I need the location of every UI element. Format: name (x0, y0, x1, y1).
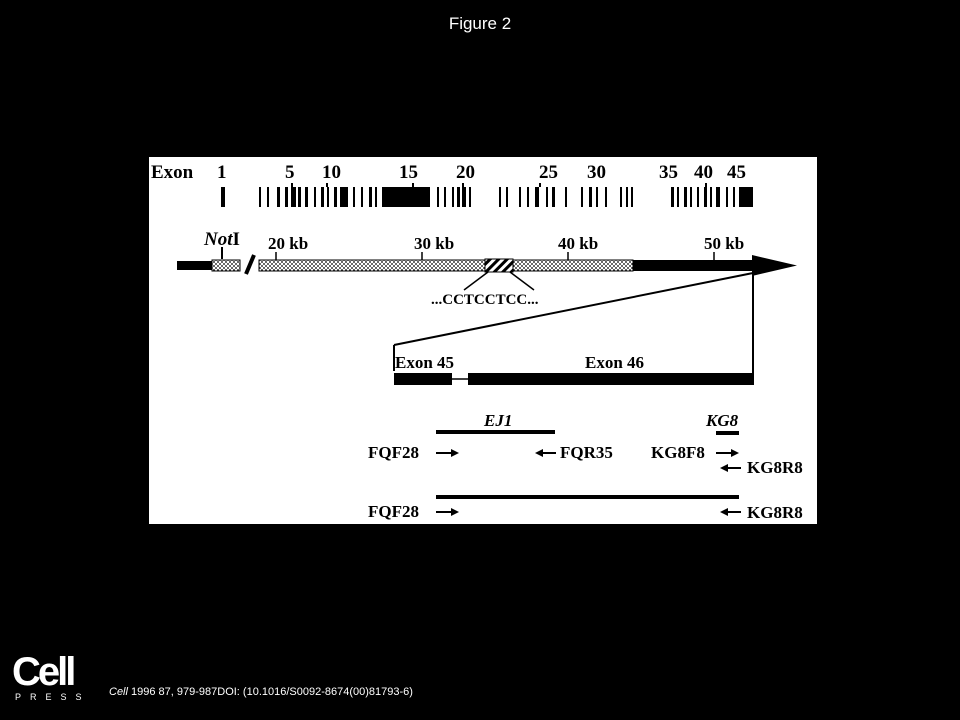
exon-number-45: 45 (727, 162, 746, 183)
exon-number-1: 1 (217, 162, 227, 183)
exon-number-40: 40 (694, 162, 713, 183)
exon-tick (221, 187, 225, 207)
exon-header-label: Exon (151, 162, 194, 183)
exon-tick (382, 187, 430, 207)
primer-fqf28-b: FQF28 (368, 502, 419, 521)
exon-tick (334, 187, 337, 207)
exon-tick (690, 187, 692, 207)
exon-tick (369, 187, 372, 207)
exon-tick (506, 187, 508, 207)
exon-tick (733, 187, 735, 207)
exon-number-25: 25 (539, 162, 558, 183)
logo-sub: PRESS (15, 692, 91, 702)
reverse-arrow-icon (720, 508, 741, 516)
sequence-callout-right (510, 272, 534, 290)
kb-label-40: 40 kb (558, 234, 599, 253)
primer-fqf28-a: FQF28 (368, 443, 419, 462)
bar-solid-region (633, 260, 753, 271)
exon-tick (469, 187, 471, 207)
exon-tick (697, 187, 699, 207)
exon-tick (552, 187, 555, 207)
exon-tick (499, 187, 501, 207)
exon-tick (519, 187, 521, 207)
bar-left-solid (177, 261, 212, 270)
exon-tick (589, 187, 592, 207)
primer-kg8f8: KG8F8 (651, 443, 705, 462)
exon45-label: Exon 45 (395, 353, 455, 372)
exon-number-labels (217, 162, 746, 183)
kb-label-50: 50 kb (704, 234, 745, 253)
exon-number-5: 5 (285, 162, 295, 183)
logo-word: Cell (12, 650, 74, 694)
exon-tick (327, 187, 329, 207)
exon-tick (631, 187, 633, 207)
primer-kg8r8-a: KG8R8 (747, 458, 803, 477)
exon-tick (375, 187, 377, 207)
sequence-callout-left (464, 272, 488, 290)
gene-map-figure (149, 157, 817, 524)
exon-tick (457, 187, 460, 207)
exon-tick (684, 187, 687, 207)
exon-tick (596, 187, 598, 207)
exon-tick (620, 187, 622, 207)
exon-tick (739, 187, 753, 207)
exon-tick-marker (326, 183, 328, 187)
reverse-arrow-icon (535, 449, 556, 457)
reverse-arrow-icon (720, 464, 741, 472)
forward-arrow-icon (716, 449, 739, 457)
exon45-block (394, 373, 452, 385)
citation-journal: Cell (109, 686, 128, 698)
figure-title: Figure 2 (448, 14, 512, 33)
exon-tick (305, 187, 308, 207)
exon-tick (726, 187, 728, 207)
kg8-label: KG8 (706, 411, 739, 430)
exon-tick (340, 187, 348, 207)
exon46-block (468, 373, 754, 385)
exon-tick (581, 187, 583, 207)
exon-tick (277, 187, 280, 207)
exon-tick (444, 187, 446, 207)
exon-tick (259, 187, 261, 207)
exon-tick (361, 187, 363, 207)
exon-number-30: 30 (587, 162, 606, 183)
exon-tick (710, 187, 712, 207)
kb-label-30: 30 kb (414, 234, 455, 253)
primer-fqr35: FQR35 (560, 443, 613, 462)
zoom-line-left (394, 273, 753, 345)
exon-tick-marker (705, 183, 707, 187)
bar-left-dotted (212, 260, 240, 271)
exon-tick-marker (412, 183, 414, 187)
noti-label: NotI (204, 229, 240, 250)
exon46-label: Exon 46 (585, 353, 645, 372)
primer-kg8r8-b: KG8R8 (747, 503, 803, 522)
exon-tick (546, 187, 548, 207)
exon-tick (353, 187, 355, 207)
exon-number-35: 35 (659, 162, 678, 183)
gene-map-diagram (149, 157, 817, 524)
break-mark (246, 255, 254, 274)
exon-tick (285, 187, 288, 207)
forward-arrow-icon (436, 508, 459, 516)
arrow-head (752, 255, 797, 276)
exon-tick (527, 187, 529, 207)
bar-dotted-region (259, 260, 633, 271)
cell-press-logo (12, 650, 91, 708)
exon-tick (716, 187, 720, 207)
ej1-label: EJ1 (484, 411, 513, 430)
exon-tick (677, 187, 679, 207)
exon-tick (314, 187, 316, 207)
citation (109, 686, 413, 698)
exon-tick (605, 187, 607, 207)
exon-tick-marker (539, 183, 541, 187)
exon-tick (535, 187, 539, 207)
exon-tick (704, 187, 707, 207)
repeat-region (485, 259, 513, 272)
exon-number-20: 20 (456, 162, 475, 183)
exon-number-10: 10 (322, 162, 341, 183)
exon-tick (298, 187, 301, 207)
exon-tick (267, 187, 269, 207)
citation-details: 1996 87, 979-987DOI: (10.1016/S0092-8674(00)81793-6) (127, 686, 413, 698)
exon-tick (437, 187, 439, 207)
repeat-sequence-label: ...CCTCCTCC... (431, 292, 539, 308)
exon-tick-marker (462, 183, 464, 187)
exon-tick (565, 187, 567, 207)
exon-tick (321, 187, 324, 207)
exon-tick-marker (291, 183, 293, 187)
kb-label-20: 20 kb (268, 234, 309, 253)
exon-tick (291, 187, 296, 207)
exon-ticks (221, 183, 753, 207)
exon-tick (462, 187, 466, 207)
exon-tick (452, 187, 454, 207)
forward-arrow-icon (436, 449, 459, 457)
exon-number-15: 15 (399, 162, 418, 183)
exon-tick (626, 187, 628, 207)
exon-tick (671, 187, 674, 207)
